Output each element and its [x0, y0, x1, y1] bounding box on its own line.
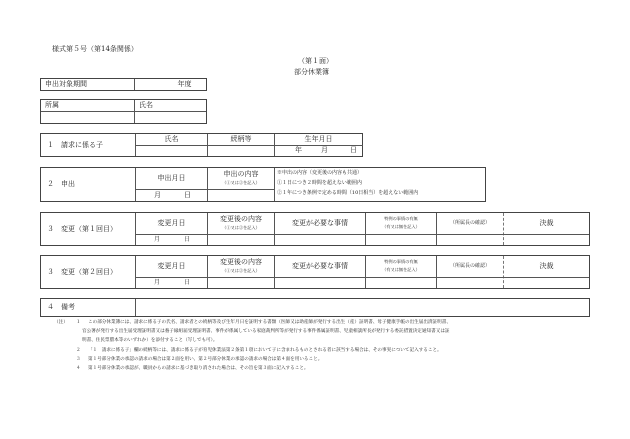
change1-decision-field[interactable]: [504, 235, 589, 245]
change2-month-label: 月: [154, 279, 161, 286]
page-title: 部分休業簿: [294, 68, 329, 76]
note-number: ４: [76, 366, 81, 371]
note-text: 第１号部分休業の承認が、職員からの請求に基づき取り消された場合は、その旨を第３面に記入すること。: [88, 366, 309, 371]
application-month-label: 月: [154, 191, 161, 199]
child-name-header: 氏名: [164, 135, 179, 144]
change1-special-field[interactable]: [366, 235, 436, 245]
note-number: １: [76, 320, 81, 325]
form-number: 様式第５号（第14条関係）: [52, 45, 138, 53]
section-remarks: [40, 298, 590, 317]
change2-date-field[interactable]: [136, 278, 207, 288]
birth-year-label: 年: [295, 146, 302, 154]
birth-month-label: 月: [321, 146, 328, 154]
note-text: 第１号部分休業の承認の請求の場合は第２面を用い、第２号部分休業の承認の請求の場合は第４面を用いること。: [88, 357, 323, 362]
change2-special-sub: （有又は無を記入）: [382, 266, 420, 272]
section2-label: ２ 申出: [47, 180, 75, 189]
application-note-line: ※申出の内容（変更後の内容も共通）: [277, 170, 363, 176]
child-relation-field[interactable]: [208, 146, 274, 156]
child-birthdate-field[interactable]: [275, 146, 362, 156]
change2-date-header: 変更月日: [157, 262, 186, 271]
name-field[interactable]: [135, 112, 206, 123]
change2-content-sub: （①又は②を記入）: [222, 268, 260, 274]
application-date-field[interactable]: [136, 190, 207, 201]
change2-content-field[interactable]: [208, 278, 274, 288]
change2-special-field[interactable]: [366, 278, 436, 288]
child-relation-header: 続柄等: [230, 135, 252, 144]
affiliation-table: [40, 99, 207, 124]
change1-label: ３ 変更（第１回目）: [47, 224, 117, 233]
change1-content-field[interactable]: [208, 235, 274, 245]
change1-decision-header: 決裁: [539, 219, 554, 228]
change2-confirm-field[interactable]: [437, 278, 503, 288]
note-number: ３: [76, 357, 81, 362]
note-text: 「１ 請求に係る子」欄の続柄等には、請求に係る子が育児休業法第２条第１項において子に含まれるものとされる者に該当する場合は、その事実について記入すること。: [88, 348, 442, 353]
change2-content-header: 変更後の内容: [220, 258, 262, 267]
notes-prefix: （注）: [54, 320, 68, 325]
note-number: ２: [76, 348, 81, 353]
application-note-line: ②１年につき条例で定める時間（10日相当）を超えない範囲内: [277, 190, 419, 196]
note-text: この部分休業簿には、請求に係る子の氏名、請求者との続柄等及び生年月日を証明する書類（医師又は助産師が発行する出生（産）証明書、母子健康手帳の出生届出済証明書、: [88, 320, 451, 325]
change1-content-header: 変更後の内容: [220, 215, 262, 224]
section4-label: ４ 備考: [47, 303, 75, 312]
application-content-sub: （①又は②を記入）: [222, 180, 260, 186]
section-change-2: [40, 255, 590, 289]
affiliation-label: 所属: [45, 101, 59, 110]
change2-reason-header: 変更が必要な事情: [292, 262, 348, 271]
change1-date-field[interactable]: [136, 235, 207, 245]
change1-month-label: 月: [154, 236, 161, 243]
period-table: [40, 78, 207, 91]
change1-confirm-field[interactable]: [437, 235, 503, 245]
application-note-line: ①１日につき２時間を超えない範囲内: [277, 180, 362, 186]
page-label: （第１面）: [298, 57, 333, 65]
application-content-field[interactable]: [208, 190, 274, 201]
birth-day-label: 日: [350, 146, 357, 154]
section-child: [40, 133, 363, 157]
name-label: 氏名: [139, 101, 153, 110]
child-birthdate-header: 生年月日: [304, 135, 333, 144]
change1-reason-header: 変更が必要な事情: [292, 219, 348, 228]
child-name-field[interactable]: [136, 146, 207, 156]
application-content-header: 申出の内容: [223, 170, 259, 179]
change1-date-header: 変更月日: [157, 219, 186, 228]
change1-special-sub: （有又は無を記入）: [382, 223, 420, 229]
change1-reason-field[interactable]: [275, 235, 365, 245]
note-text: 明書、住民票謄本等のいずれか）を添付すること（写しでも可）。: [82, 338, 218, 343]
change2-decision-field[interactable]: [504, 278, 589, 288]
change2-decision-header: 決裁: [539, 262, 554, 271]
section1-label: １ 請求に係る子: [47, 140, 103, 149]
application-note: [277, 171, 485, 201]
change2-day-label: 日: [184, 279, 191, 286]
change2-special-header: 特例の事情の有無: [384, 258, 418, 264]
period-label: 申出対象期間: [45, 80, 87, 89]
period-value-field[interactable]: 年度: [177, 80, 192, 89]
remarks-field[interactable]: [136, 299, 589, 316]
affiliation-field[interactable]: [41, 112, 134, 123]
change1-confirm-header: （所属長の確認）: [449, 219, 490, 226]
change2-confirm-header: （所属長の確認）: [449, 262, 490, 269]
section-application: [40, 167, 486, 202]
application-day-label: 日: [184, 191, 191, 199]
change1-special-header: 特例の事情の有無: [384, 215, 418, 221]
change1-day-label: 日: [184, 236, 191, 243]
application-date-header: 申出月日: [157, 174, 186, 183]
section-change-1: [40, 212, 590, 246]
change2-label: ３ 変更（第２回目）: [47, 267, 117, 276]
note-text: 官公署が発行する出生届受理証明書又は養子縁組届受理証明書、事件が係属している家庭裁判所等が発行する事件係属証明書、児童相談所長が発行する委託措置決定通知書又は証: [82, 329, 450, 334]
change1-content-sub: （①又は②を記入）: [222, 225, 260, 231]
change2-reason-field[interactable]: [275, 278, 365, 288]
